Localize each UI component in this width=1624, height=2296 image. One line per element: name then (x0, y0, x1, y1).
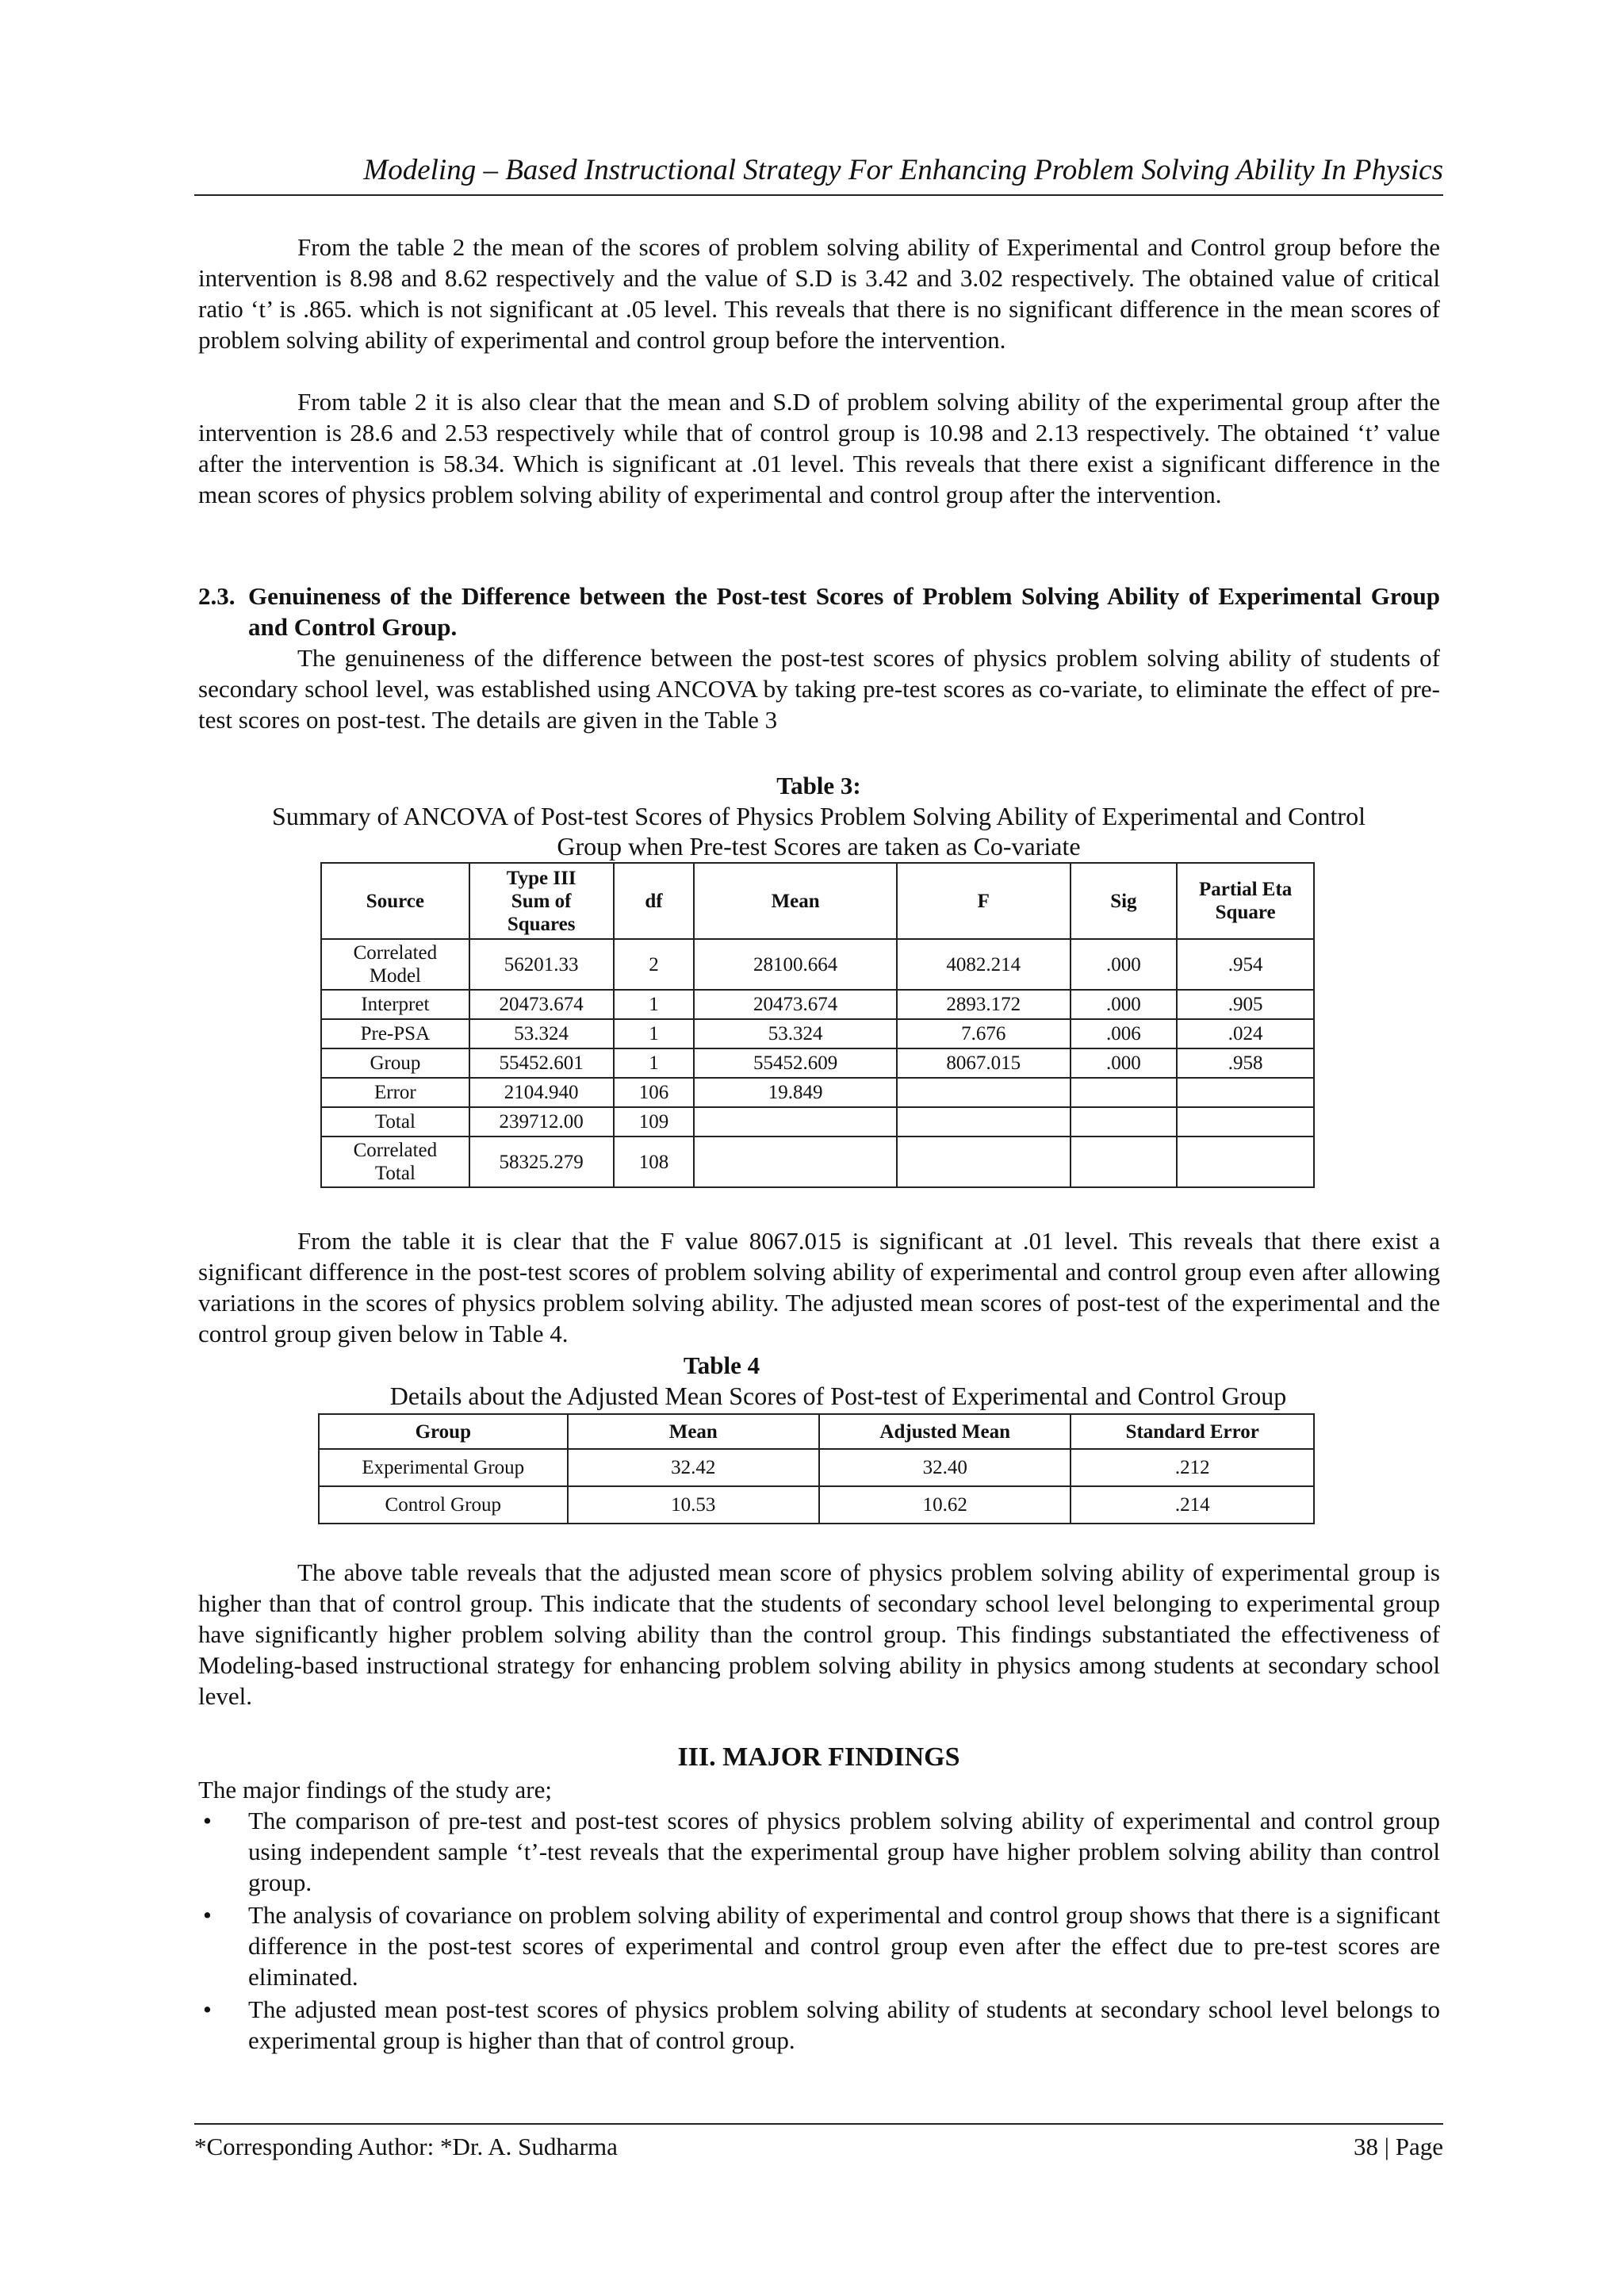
table-row (321, 1048, 1314, 1078)
section-heading-major-findings: III. MAJOR FINDINGS (677, 1742, 960, 1772)
cell-source (321, 939, 469, 990)
cell-source: Pre-PSA (321, 1019, 469, 1048)
paragraph-f-value: From the table it is clear that the F value 8067.015 is significant at .01 level. This reveals that there exist a significant difference in the post-test scores of problem solving ability of experimental and control group even after allowing variations in the scores of physics problem solving ability. The adjusted mean scores of post-test of the experimental and the control group given below in Table 4. (198, 1227, 1440, 1347)
table3-caption-line2: Group when Pre-test Scores are taken as Co-variate (557, 832, 1081, 861)
source-line: Correlated (353, 942, 438, 964)
paragraph-table2-post: From table 2 it is also clear that the mean and S.D of problem solving ability of the experimental group after the intervention is 28.6 and 2.53 respectively while that of control group is 10.98 and 2.13 respectively. The obtained ‘t’ value after the intervention is 58.34. Which is significant at .01 level. This reveals that there exist a significant difference in the mean scores of physics problem solving ability of experimental and control group after the intervention. (198, 388, 1440, 508)
page-footer (194, 2123, 1443, 2163)
cell-f: 7.676 (897, 1019, 1071, 1048)
cell-standard-error: .212 (1071, 1449, 1314, 1486)
cell-source: Total (321, 1107, 469, 1137)
cell-mean: 53.324 (694, 1019, 897, 1048)
cell-sig: .006 (1071, 1019, 1178, 1048)
table-row (321, 939, 1314, 990)
cell-df: 108 (614, 1137, 695, 1187)
source-line: Total (374, 1163, 416, 1184)
cell-df: 1 (614, 990, 695, 1019)
paragraph-adjusted-mean: The above table reveals that the adjusted mean score of physics problem solving ability of experimental group is higher than that of control group. This indicate that the students of secondary school level belonging to experimental group have significantly higher problem solving ability than the control group. This findings substantiated the effectiveness of Modeling-based instructional strategy for enhancing problem solving ability in physics among students at secondary school level. (198, 1558, 1440, 1710)
cell-sig (1071, 1107, 1178, 1137)
cell-ss: 55452.601 (469, 1048, 614, 1078)
col-header-source: Source (321, 863, 469, 939)
bullet-icon: • (203, 1995, 212, 2023)
table-header-row (321, 863, 1314, 939)
col-header-sum-of-squares (469, 863, 614, 939)
header-line: Square (1215, 902, 1276, 923)
table3-label: Table 3: (776, 772, 861, 799)
paragraph-ancova-intro: The genuineness of the difference between the post-test scores of physics problem solving ability of students of secondary school level, was established using ANCOVA by taking pre-test scores as co-variate, to eliminate the effect of pre-test scores on post-test. The details are given in the Table 3 (198, 644, 1440, 734)
cell-source (321, 1137, 469, 1187)
running-title: Modeling – Based Instructional Strategy For Enhancing Problem Solving Ability In Physics (194, 155, 1443, 196)
adjusted-mean-table (318, 1413, 1315, 1524)
cell-ss: 53.324 (469, 1019, 614, 1048)
col-header-adjusted-mean: Adjusted Mean (819, 1414, 1071, 1449)
table-row (321, 1019, 1314, 1048)
section-title: Genuineness of the Difference between the Post-test Scores of Problem Solving Ability of Experimental Group and Control Group. (248, 582, 1440, 641)
col-header-mean: Mean (694, 863, 897, 939)
list-item (198, 1805, 1440, 1898)
cell-eta (1177, 1107, 1314, 1137)
cell-sig (1071, 1137, 1178, 1187)
corresponding-author: *Corresponding Author: *Dr. A. Sudharma (194, 2133, 618, 2160)
cell-eta: .024 (1177, 1019, 1314, 1048)
cell-mean (694, 1107, 897, 1137)
cell-mean (694, 1137, 897, 1187)
list-item (198, 1899, 1440, 1992)
col-header-partial-eta (1177, 863, 1314, 939)
cell-ss: 20473.674 (469, 990, 614, 1019)
cell-eta: .958 (1177, 1048, 1314, 1078)
cell-ss: 2104.940 (469, 1078, 614, 1107)
cell-eta (1177, 1078, 1314, 1107)
cell-f: 2893.172 (897, 990, 1071, 1019)
col-header-df: df (614, 863, 695, 939)
cell-sig: .000 (1071, 939, 1178, 990)
cell-source: Group (321, 1048, 469, 1078)
header-line: Type III (506, 867, 576, 889)
cell-f (897, 1107, 1071, 1137)
cell-f: 4082.214 (897, 939, 1071, 990)
cell-source: Interpret (321, 990, 469, 1019)
col-header-sig: Sig (1071, 863, 1178, 939)
cell-ss: 56201.33 (469, 939, 614, 990)
cell-sig: .000 (1071, 990, 1178, 1019)
finding-text: The analysis of covariance on problem solving ability of experimental and control group shows that there is a significant difference in the post-test scores of experimental and control group even after the effect due to pre-test scores are eliminated. (248, 1901, 1440, 1991)
cell-eta (1177, 1137, 1314, 1187)
cell-group: Experimental Group (319, 1449, 568, 1486)
col-header-group: Group (319, 1414, 568, 1449)
section-heading-2-3 (198, 581, 1440, 642)
table-row (321, 1107, 1314, 1137)
table4-caption: Details about the Adjusted Mean Scores of Post-test of Experimental and Control Group (389, 1382, 1287, 1410)
cell-ss: 58325.279 (469, 1137, 614, 1187)
col-header-standard-error: Standard Error (1071, 1414, 1314, 1449)
cell-eta: .905 (1177, 990, 1314, 1019)
paragraph-table2-pre: From the table 2 the mean of the scores of problem solving ability of Experimental and Control group before the intervention is 8.98 and 8.62 respectively and the value of S.D is 3.42 and 3.02 respectively. The obtained value of critical ratio ‘t’ is .865. which is not significant at .05 level. This reveals that there is no significant difference in the mean scores of problem solving ability of experimental and control group before the intervention. (198, 233, 1440, 354)
cell-sig: .000 (1071, 1048, 1178, 1078)
finding-text: The comparison of pre-test and post-test scores of physics problem solving ability of experimental and control group using independent sample ‘t’-test reveals that the experimental group have higher problem solving ability than control group. (248, 1807, 1440, 1896)
cell-ss: 239712.00 (469, 1107, 614, 1137)
table-row (319, 1486, 1314, 1524)
bullet-icon: • (203, 1901, 212, 1929)
header-line: Partial Eta (1198, 879, 1293, 900)
cell-group: Control Group (319, 1486, 568, 1524)
cell-f: 8067.015 (897, 1048, 1071, 1078)
table-header-row (319, 1414, 1314, 1449)
cell-mean: 32.42 (568, 1449, 819, 1486)
finding-text: The adjusted mean post-test scores of physics problem solving ability of students at secondary school level belongs to experimental group is higher than that of control group. (248, 1995, 1440, 2054)
cell-standard-error: .214 (1071, 1486, 1314, 1524)
page-number: 38 | Page (1354, 2133, 1443, 2160)
table-row (321, 1137, 1314, 1187)
cell-source: Error (321, 1078, 469, 1107)
running-header (194, 155, 1443, 196)
cell-sig (1071, 1078, 1178, 1107)
list-item (198, 1994, 1440, 2056)
ancova-table (320, 862, 1315, 1188)
source-line: Model (369, 965, 422, 987)
cell-f (897, 1078, 1071, 1107)
cell-mean: 55452.609 (694, 1048, 897, 1078)
findings-list (198, 1805, 1440, 2057)
source-line: Correlated (353, 1140, 438, 1161)
cell-df: 106 (614, 1078, 695, 1107)
cell-df: 109 (614, 1107, 695, 1137)
header-line: Squares (507, 913, 576, 935)
cell-mean: 19.849 (694, 1078, 897, 1107)
cell-df: 1 (614, 1019, 695, 1048)
paragraph-findings-intro: The major findings of the study are; (198, 1776, 552, 1803)
table3-caption-line1: Summary of ANCOVA of Post-test Scores of Physics Problem Solving Ability of Experimental and Control (272, 802, 1365, 830)
table-row (321, 990, 1314, 1019)
cell-df: 1 (614, 1048, 695, 1078)
table4-label: Table 4 (683, 1351, 760, 1379)
cell-f (897, 1137, 1071, 1187)
cell-eta: .954 (1177, 939, 1314, 990)
cell-adjusted-mean: 32.40 (819, 1449, 1071, 1486)
table-row (319, 1449, 1314, 1486)
bullet-icon: • (203, 1807, 212, 1834)
section-number: 2.3. (198, 582, 236, 610)
cell-mean: 20473.674 (694, 990, 897, 1019)
col-header-mean: Mean (568, 1414, 819, 1449)
cell-mean: 28100.664 (694, 939, 897, 990)
cell-df: 2 (614, 939, 695, 990)
cell-adjusted-mean: 10.62 (819, 1486, 1071, 1524)
header-line: Sum of (511, 890, 572, 912)
col-header-f: F (897, 863, 1071, 939)
table-row (321, 1078, 1314, 1107)
cell-mean: 10.53 (568, 1486, 819, 1524)
